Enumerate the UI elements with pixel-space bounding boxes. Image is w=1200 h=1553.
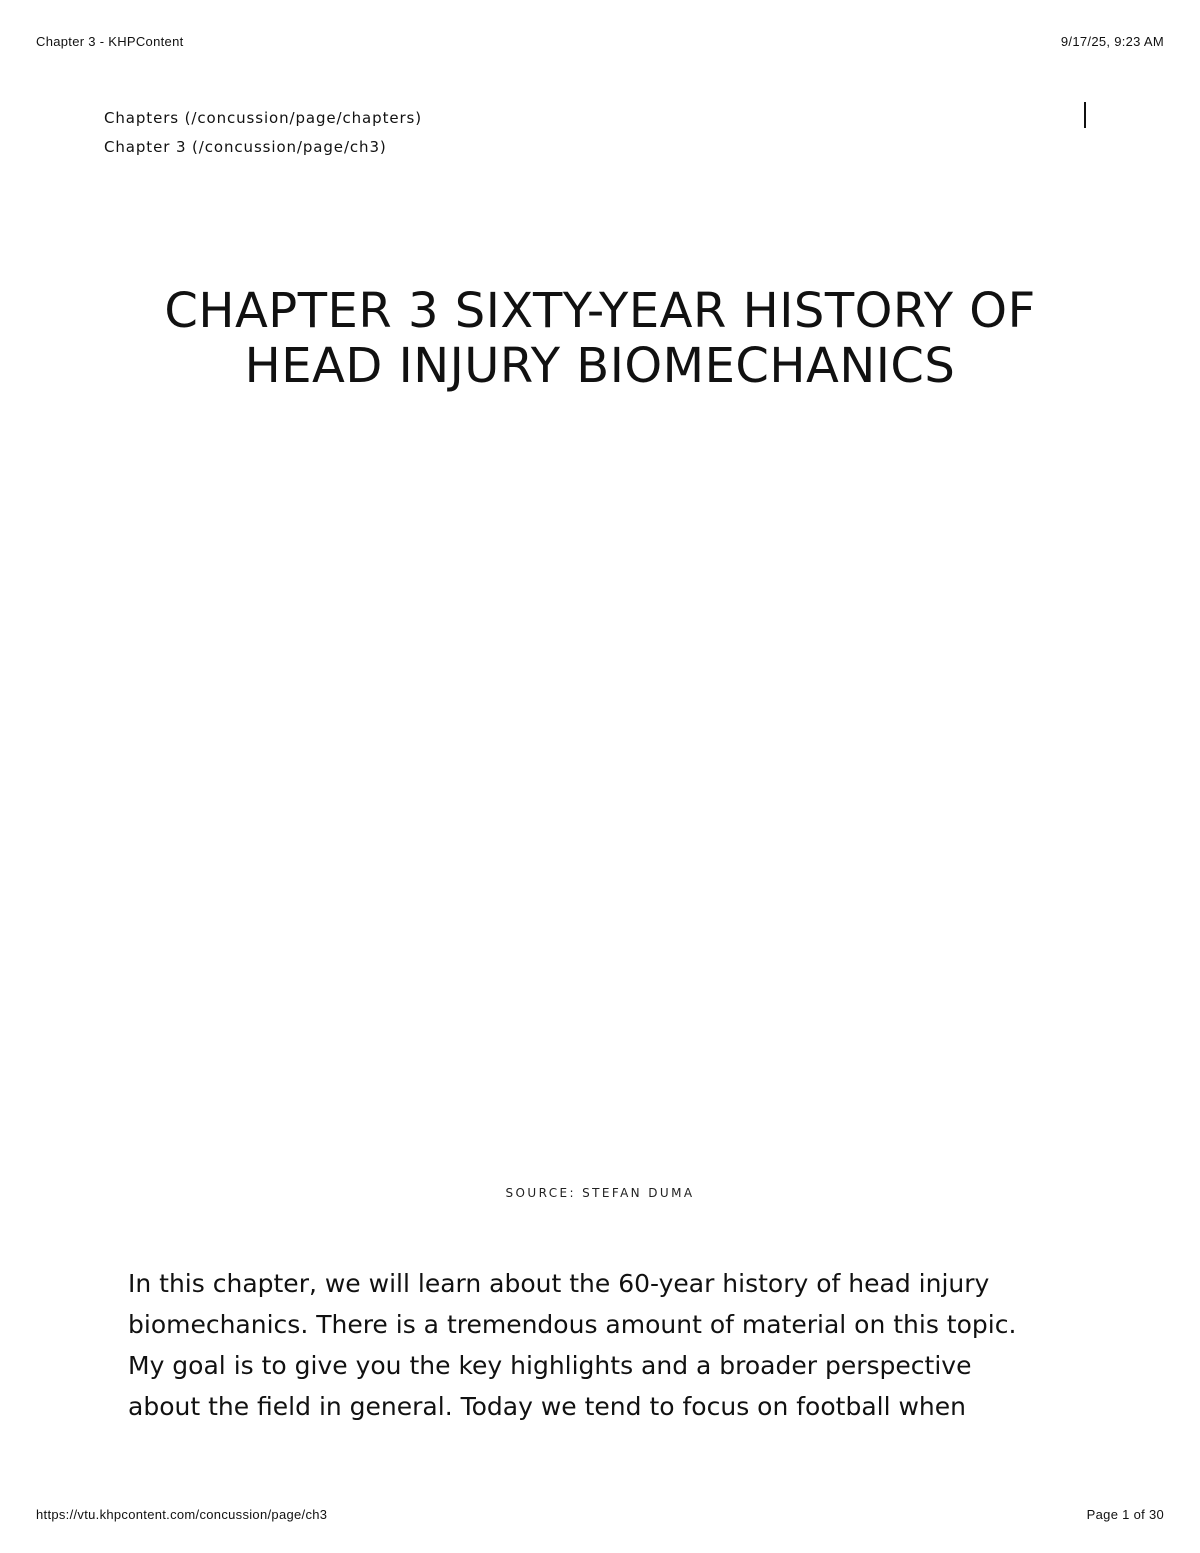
breadcrumb [104,104,422,162]
breadcrumb-link-chapters[interactable]: Chapters (/concussion/page/chapters) [104,109,423,127]
breadcrumb-link-chapter-3[interactable]: Chapter 3 (/concussion/page/ch3) [104,138,387,156]
print-header-datetime: 9/17/25, 9:23 AM [1060,34,1164,49]
intro-paragraph: In this chapter, we will learn about the 60-year history of head injury biomechanics. There is a tremendous amount of material on this topic. My goal is to give you the key highlights and a broader perspective about the field in general. Today we tend to focus on football when [128,1269,1017,1421]
page-title: CHAPTER 3 SIXTY-YEAR HISTORY OF HEAD INJURY BIOMECHANICS [164,283,1036,394]
print-footer-url: https://vtu.khpcontent.com/concussion/page/ch3 [36,1507,328,1522]
image-source-caption: SOURCE: STEFAN DUMA [505,1186,695,1200]
print-header-title: Chapter 3 - KHPContent [36,34,184,49]
text-cursor-bar [1084,102,1086,128]
print-footer-page-number: Page 1 of 30 [1086,1507,1164,1522]
